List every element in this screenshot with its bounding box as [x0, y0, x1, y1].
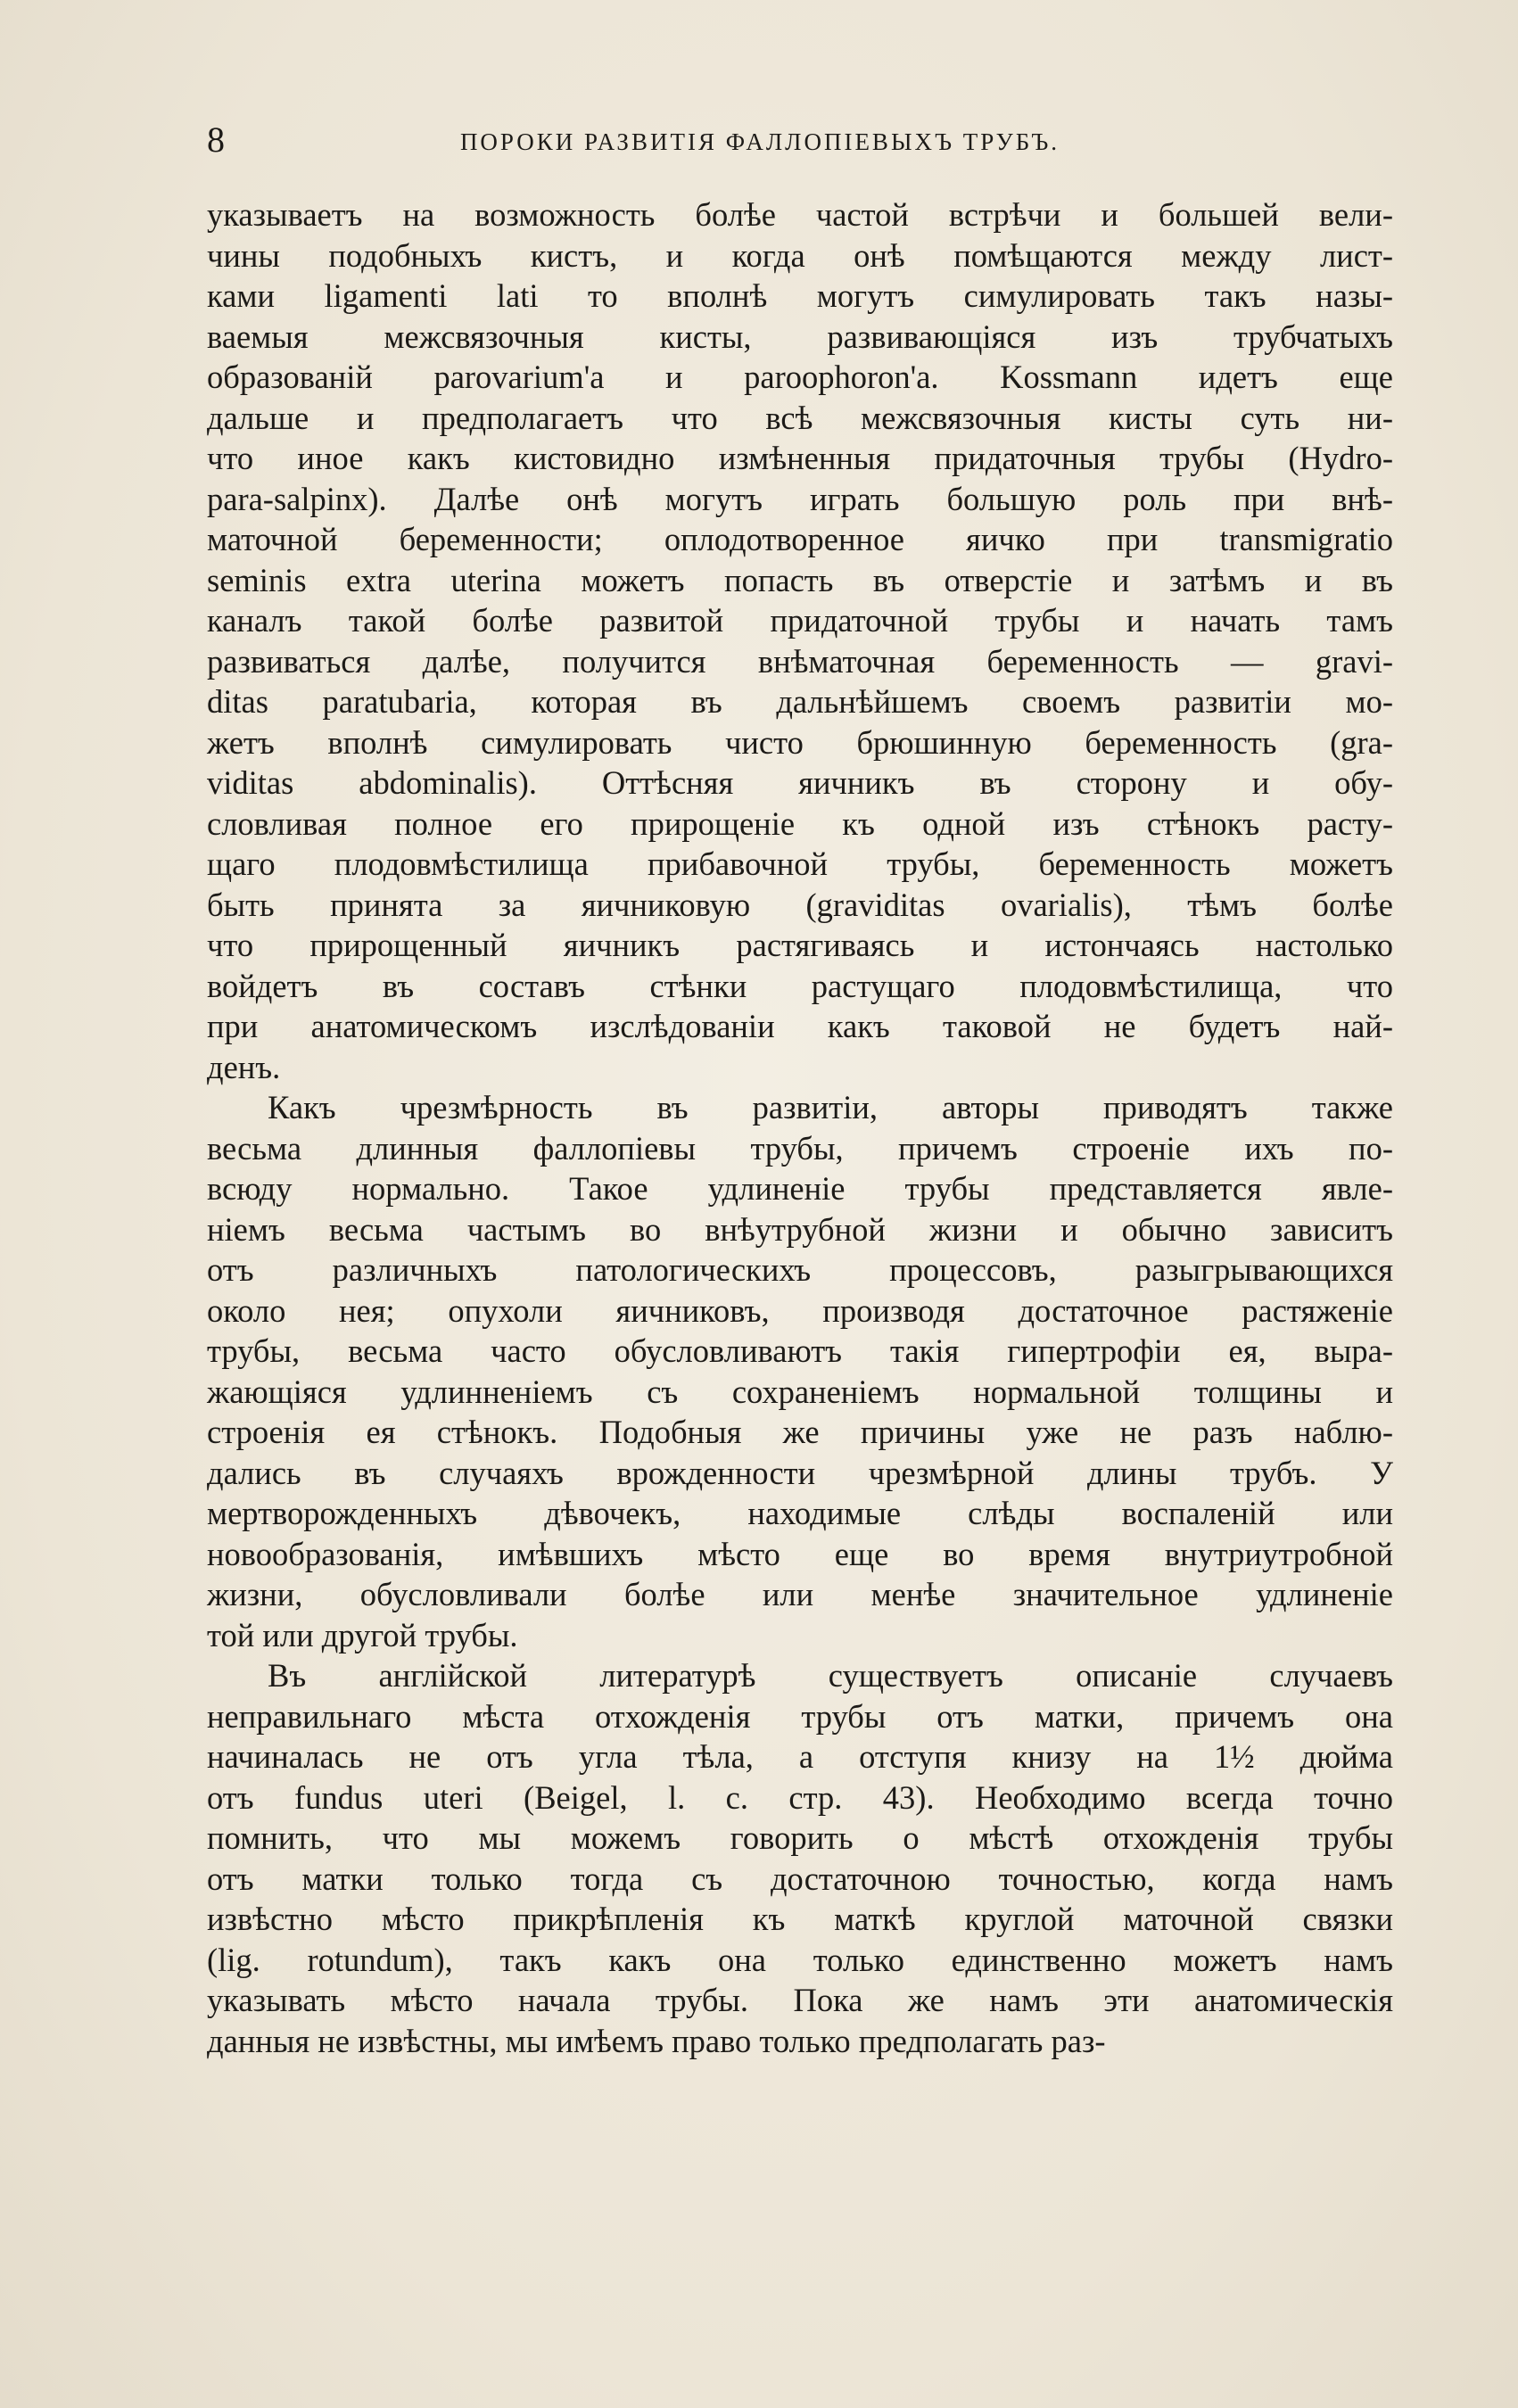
- text-line: чины подобныхъ кистъ, и когда онѣ помѣщаются между лист-: [207, 236, 1393, 274]
- text-line: при анатомическомъ изслѣдованіи какъ таковой не будетъ най-: [207, 1008, 1393, 1044]
- text-line: каналъ такой болѣе развитой придаточной трубы и начать тамъ: [207, 602, 1393, 639]
- text-line: (lig. rotundum), такъ какъ она только единственно можетъ намъ: [207, 1941, 1393, 1978]
- text-line: маточной беременности; оплодотворенное яичко при transmigratio: [207, 521, 1393, 557]
- text-line: ditas paratubaria, которая въ дальнѣйшемъ своемъ развитіи мо-: [207, 683, 1393, 720]
- text-line: мертворожденныхъ дѣвочекъ, находимые слѣды воспаленій или: [207, 1495, 1393, 1531]
- text-line: отъ fundus uteri (Beigel, l. c. стр. 43). Необходимо всегда точно: [207, 1778, 1393, 1816]
- text-line: развиваться далѣе, получится внѣматочная беременность — gravi-: [207, 642, 1393, 680]
- text-line: данныя не извѣстны, мы имѣемъ право только предполагать раз-: [207, 2022, 1106, 2059]
- text-line: новообразованія, имѣвшихъ мѣсто еще во время внутриутробной: [207, 1535, 1393, 1572]
- text-line: жетъ вполнѣ симулировать чисто брюшинную беременность (gra-: [207, 723, 1393, 761]
- text-line: трубы, весьма часто обусловливаютъ такія гипертрофіи ея, выра-: [207, 1332, 1393, 1369]
- text-line: para-salpinx). Далѣе онѣ могутъ играть большую роль при внѣ-: [207, 480, 1393, 517]
- text-line: денъ.: [207, 1048, 281, 1085]
- text-line: весьма длинныя фаллопіевы трубы, причемъ строеніе ихъ по-: [207, 1129, 1393, 1167]
- text-line: начиналась не отъ угла тѣла, а отступя книзу на 1½ дюйма: [207, 1738, 1393, 1775]
- body-text: [207, 194, 1393, 2061]
- text-line: дались въ случаяхъ врожденности чрезмѣрной длины трубъ. У: [207, 1454, 1393, 1491]
- text-line: ками ligamenti lati то вполнѣ могутъ симулировать такъ назы-: [207, 277, 1393, 314]
- text-line: извѣстно мѣсто прикрѣпленія къ маткѣ круглой маточной связки: [207, 1901, 1393, 1937]
- text-line: что прирощенный яичникъ растягиваясь и истончаясь настолько: [207, 927, 1393, 963]
- text-line: около нея; опухоли яичниковъ, производя достаточное растяженіе: [207, 1291, 1393, 1329]
- text-line: отъ различныхъ патологическихъ процессовъ, разыгрывающихся: [207, 1251, 1393, 1288]
- page-number: 8: [207, 120, 225, 160]
- text-line: указываетъ на возможность болѣе частой встрѣчи и большей вели-: [207, 196, 1393, 233]
- text-line: словливая полное его прирощеніе къ одной изъ стѣнокъ расту-: [207, 804, 1393, 842]
- text-line: всюду нормально. Такое удлиненіе трубы представляется явле-: [207, 1170, 1393, 1207]
- text-line: помнить, что мы можемъ говорить о мѣстѣ отхожденія трубы: [207, 1819, 1393, 1856]
- text-line: жающіяся удлинненіемъ съ сохраненіемъ нормальной толщины и: [207, 1373, 1393, 1410]
- text-line: той или другой трубы.: [207, 1616, 518, 1653]
- text-line: жизни, обусловливали болѣе или менѣе значительное удлиненіе: [207, 1576, 1393, 1612]
- text-line: указывать мѣсто начала трубы. Пока же намъ эти анатомическія: [207, 1982, 1393, 2018]
- text-line: образованій parovarium'а и paroophoron'а. Kossmann идетъ еще: [207, 359, 1393, 395]
- text-line: отъ матки только тогда съ достаточною точностью, когда намъ: [207, 1860, 1393, 1897]
- text-line: ніемъ весьма частымъ во внѣутрубной жизни и обычно зависитъ: [207, 1210, 1393, 1248]
- text-line: Какъ чрезмѣрность въ развитіи, авторы приводятъ также: [268, 1089, 1393, 1126]
- paragraph: [207, 1655, 1393, 2061]
- paragraph: [207, 194, 1393, 1087]
- page-header: [207, 118, 1313, 162]
- text-line: Въ англійской литературѣ существуетъ описаніе случаевъ: [268, 1657, 1393, 1694]
- text-line: дальше и предполагаетъ что всѣ межсвязочныя кисты суть ни-: [207, 399, 1393, 436]
- text-line: что иное какъ кистовидно измѣненныя придаточныя трубы (Hydro-: [207, 440, 1393, 476]
- text-line: viditas abdominalis). Оттѣсняя яичникъ въ сторону и обу-: [207, 764, 1393, 801]
- text-line: неправильнаго мѣста отхожденія трубы отъ матки, причемъ она: [207, 1697, 1393, 1735]
- text-line: войдетъ въ составъ стѣнки растущаго плодовмѣстилища, что: [207, 967, 1393, 1004]
- text-line: быть принята за яичниковую (graviditas ovarialis), тѣмъ болѣе: [207, 886, 1393, 923]
- text-line: ваемыя межсвязочныя кисты, развивающіяся изъ трубчатыхъ: [207, 317, 1393, 355]
- paragraph: [207, 1087, 1393, 1655]
- text-line: щаго плодовмѣстилища прибавочной трубы, беременность можетъ: [207, 845, 1393, 882]
- running-title: ПОРОКИ РАЗВИТІЯ ФАЛЛОПІЕВЫХЪ ТРУБЪ.: [459, 128, 1060, 155]
- text-line: строенія ея стѣнокъ. Подобныя же причины уже не разъ наблю-: [207, 1414, 1393, 1450]
- text-line: seminis extra uterina можетъ попасть въ отверстіе и затѣмъ и въ: [207, 561, 1393, 598]
